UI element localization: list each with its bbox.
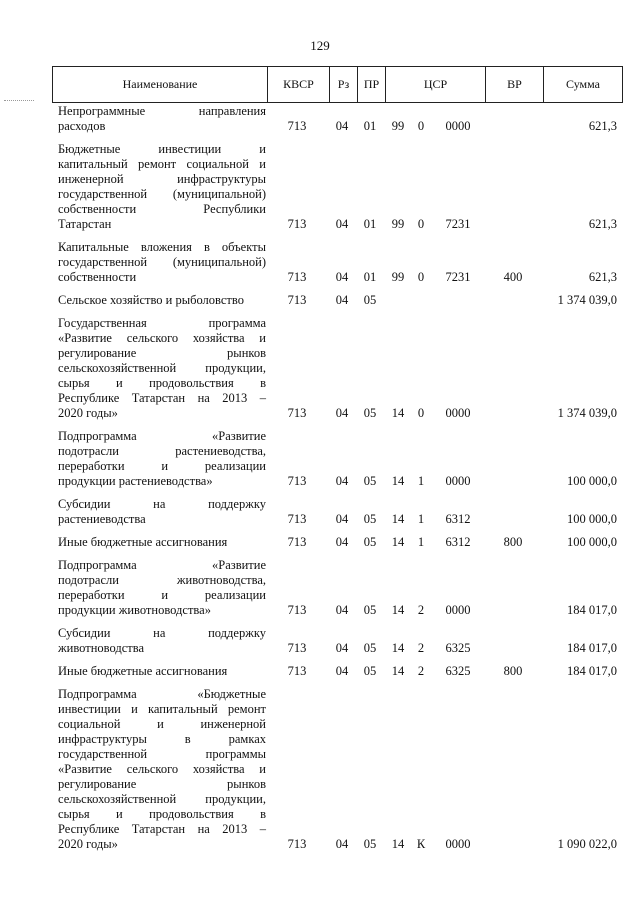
row-name-line: животноводства [58, 641, 144, 655]
rz-cell: 04 [335, 293, 349, 307]
sum-cell: 621,3 [588, 270, 617, 284]
pr-cell: 05 [363, 641, 377, 655]
vr-cell: 800 [503, 664, 523, 678]
pr-cell: 01 [363, 217, 377, 231]
row-name-line: растениеводства [58, 512, 146, 526]
row-name-line: Бюджетные инвестиции и [58, 142, 266, 156]
sum-cell: 621,3 [588, 217, 617, 231]
row-name-line: инфраструктуры в рамках [58, 732, 266, 746]
table-row [52, 316, 623, 421]
row-name-line: продукции животноводства» [58, 603, 211, 617]
csr-direction-cell: 6312 [445, 535, 471, 549]
csr-subprogram-cell: 1 [417, 535, 425, 549]
row-name [58, 104, 266, 134]
header-pr: ПР [357, 67, 385, 102]
header-name: Наименование [122, 77, 198, 91]
csr-subprogram-cell: 2 [417, 641, 425, 655]
header-sum: Сумма [543, 67, 622, 102]
sum-cell: 184 017,0 [567, 664, 617, 678]
csr-subprogram-cell: 0 [417, 217, 425, 231]
row-name [58, 626, 266, 656]
row-name-line: 2020 годы» [58, 837, 118, 851]
header-kvsr: КВСР [267, 67, 329, 102]
table-row [52, 558, 623, 618]
pr-cell: 05 [363, 293, 377, 307]
csr-program-cell: 14 [391, 664, 405, 678]
row-name [58, 429, 266, 489]
row-name-line: расходов [58, 119, 106, 133]
sum-cell: 1 374 039,0 [557, 406, 617, 420]
row-name [58, 558, 266, 618]
pr-cell: 01 [363, 119, 377, 133]
row-name [58, 687, 266, 852]
kvsr-cell: 713 [287, 406, 307, 420]
table-row [52, 429, 623, 489]
row-name-line: Иные бюджетные ассигнования [58, 664, 228, 678]
row-name-line: Иные бюджетные ассигнования [58, 535, 228, 549]
csr-direction-cell: 7231 [445, 217, 471, 231]
table-row [52, 687, 623, 852]
row-name-line: переработки и реализации [58, 588, 266, 602]
sum-cell: 100 000,0 [567, 474, 617, 488]
csr-subprogram-cell: 0 [417, 119, 425, 133]
row-name-line: сельскохозяйственной продукции, [58, 361, 266, 375]
csr-subprogram-cell: 0 [417, 406, 425, 420]
csr-program-cell: 14 [391, 406, 405, 420]
rz-cell: 04 [335, 641, 349, 655]
row-name [58, 293, 266, 308]
row-name-line: Субсидии на поддержку [58, 626, 266, 640]
row-name-line: Сельское хозяйство и рыболовство [58, 293, 244, 307]
csr-program-cell: 14 [391, 535, 405, 549]
kvsr-cell: 713 [287, 293, 307, 307]
csr-direction-cell: 0000 [445, 119, 471, 133]
rz-cell: 04 [335, 406, 349, 420]
rz-cell: 04 [335, 512, 349, 526]
kvsr-cell: 713 [287, 837, 307, 851]
row-name-line: сырья и продовольствия в [58, 807, 266, 821]
sum-cell: 1 374 039,0 [557, 293, 617, 307]
csr-direction-cell: 7231 [445, 270, 471, 284]
csr-program-cell: 14 [391, 474, 405, 488]
rz-cell: 04 [335, 474, 349, 488]
csr-program-cell: 14 [391, 641, 405, 655]
row-name-line: регулирование рынков [58, 346, 266, 360]
row-name-line: Подпрограмма «Развитие [58, 558, 266, 572]
row-name-line: Республике Татарстан на 2013 – [58, 822, 266, 836]
row-name [58, 497, 266, 527]
row-name-line: инженерной инфраструктуры [58, 172, 266, 186]
sum-cell: 184 017,0 [567, 641, 617, 655]
row-name-line: государственной программы [58, 747, 266, 761]
pr-cell: 05 [363, 535, 377, 549]
csr-program-cell: 14 [391, 512, 405, 526]
sum-cell: 621,3 [588, 119, 617, 133]
table-row [52, 535, 623, 550]
row-name [58, 316, 266, 421]
row-name-line: собственности Республики [58, 202, 266, 216]
row-name [58, 664, 266, 679]
row-name-line: Татарстан [58, 217, 112, 231]
kvsr-cell: 713 [287, 217, 307, 231]
sum-cell: 1 090 022,0 [557, 837, 617, 851]
kvsr-cell: 713 [287, 535, 307, 549]
csr-subprogram-cell: 1 [417, 474, 425, 488]
row-name-line: переработки и реализации [58, 459, 266, 473]
rz-cell: 04 [335, 217, 349, 231]
table-row [52, 626, 623, 656]
kvsr-cell: 713 [287, 664, 307, 678]
row-name-line: Капитальные вложения в объекты [58, 240, 266, 254]
rz-cell: 04 [335, 535, 349, 549]
row-name-line: Подпрограмма «Развитие [58, 429, 266, 443]
margin-mark [4, 100, 34, 101]
page-number: 129 [310, 38, 330, 53]
csr-subprogram-cell: 1 [417, 512, 425, 526]
row-name-line: регулирование рынков [58, 777, 266, 791]
rz-cell: 04 [335, 837, 349, 851]
rz-cell: 04 [335, 119, 349, 133]
pr-cell: 05 [363, 512, 377, 526]
row-name-line: государственной (муниципальной) [58, 187, 266, 201]
csr-subprogram-cell: 2 [417, 664, 425, 678]
row-name-line: инвестиции и капитальный ремонт [58, 702, 266, 716]
pr-cell: 05 [363, 664, 377, 678]
row-name [58, 535, 266, 550]
kvsr-cell: 713 [287, 512, 307, 526]
csr-program-cell: 14 [391, 837, 405, 851]
kvsr-cell: 713 [287, 474, 307, 488]
rz-cell: 04 [335, 664, 349, 678]
csr-direction-cell: 6312 [445, 512, 471, 526]
csr-subprogram-cell: 2 [417, 603, 425, 617]
kvsr-cell: 713 [287, 119, 307, 133]
row-name-line: продукции растениеводства» [58, 474, 213, 488]
row-name-line: «Развитие сельского хозяйства и [58, 331, 266, 345]
csr-subprogram-cell: К [416, 837, 426, 851]
sum-cell: 100 000,0 [567, 512, 617, 526]
row-name [58, 142, 266, 232]
csr-direction-cell: 6325 [445, 664, 471, 678]
row-name-line: Республике Татарстан на 2013 – [58, 391, 266, 405]
csr-program-cell: 99 [391, 217, 405, 231]
csr-direction-cell: 0000 [445, 406, 471, 420]
kvsr-cell: 713 [287, 270, 307, 284]
header-vr: ВР [485, 67, 543, 102]
pr-cell: 05 [363, 603, 377, 617]
pr-cell: 01 [363, 270, 377, 284]
table-header [52, 66, 623, 103]
table-row [52, 664, 623, 679]
row-name-line: подотрасли животноводства, [58, 573, 266, 587]
row-name-line: государственной (муниципальной) [58, 255, 266, 269]
pr-cell: 05 [363, 474, 377, 488]
row-name-line: Государственная программа [58, 316, 266, 330]
row-name-line: капитальный ремонт социальной и [58, 157, 266, 171]
csr-direction-cell: 6325 [445, 641, 471, 655]
row-name-line: социальной и инженерной [58, 717, 266, 731]
csr-program-cell: 99 [391, 119, 405, 133]
row-name-line: «Развитие сельского хозяйства и [58, 762, 266, 776]
header-csr: ЦСР [385, 67, 485, 102]
table-row [52, 497, 623, 527]
table-row [52, 142, 623, 232]
row-name-line: собственности [58, 270, 137, 284]
sum-cell: 100 000,0 [567, 535, 617, 549]
row-name-line: Подпрограмма «Бюджетные [58, 687, 266, 701]
table-row [52, 104, 623, 134]
csr-direction-cell: 0000 [445, 603, 471, 617]
row-name-line: Непрограммные направления [58, 104, 266, 118]
csr-program-cell: 14 [391, 603, 405, 617]
pr-cell: 05 [363, 406, 377, 420]
csr-subprogram-cell: 0 [417, 270, 425, 284]
csr-direction-cell: 0000 [445, 474, 471, 488]
kvsr-cell: 713 [287, 641, 307, 655]
csr-direction-cell: 0000 [445, 837, 471, 851]
row-name [58, 240, 266, 285]
rz-cell: 04 [335, 603, 349, 617]
table-row [52, 240, 623, 285]
sum-cell: 184 017,0 [567, 603, 617, 617]
vr-cell: 400 [503, 270, 523, 284]
row-name-line: подотрасли растениеводства, [58, 444, 266, 458]
pr-cell: 05 [363, 837, 377, 851]
row-name-line: сырья и продовольствия в [58, 376, 266, 390]
rz-cell: 04 [335, 270, 349, 284]
row-name-line: сельскохозяйственной продукции, [58, 792, 266, 806]
table-row [52, 293, 623, 308]
row-name-line: 2020 годы» [58, 406, 118, 420]
csr-program-cell: 99 [391, 270, 405, 284]
row-name-line: Субсидии на поддержку [58, 497, 266, 511]
kvsr-cell: 713 [287, 603, 307, 617]
vr-cell: 800 [503, 535, 523, 549]
header-rz: Рз [329, 67, 357, 102]
